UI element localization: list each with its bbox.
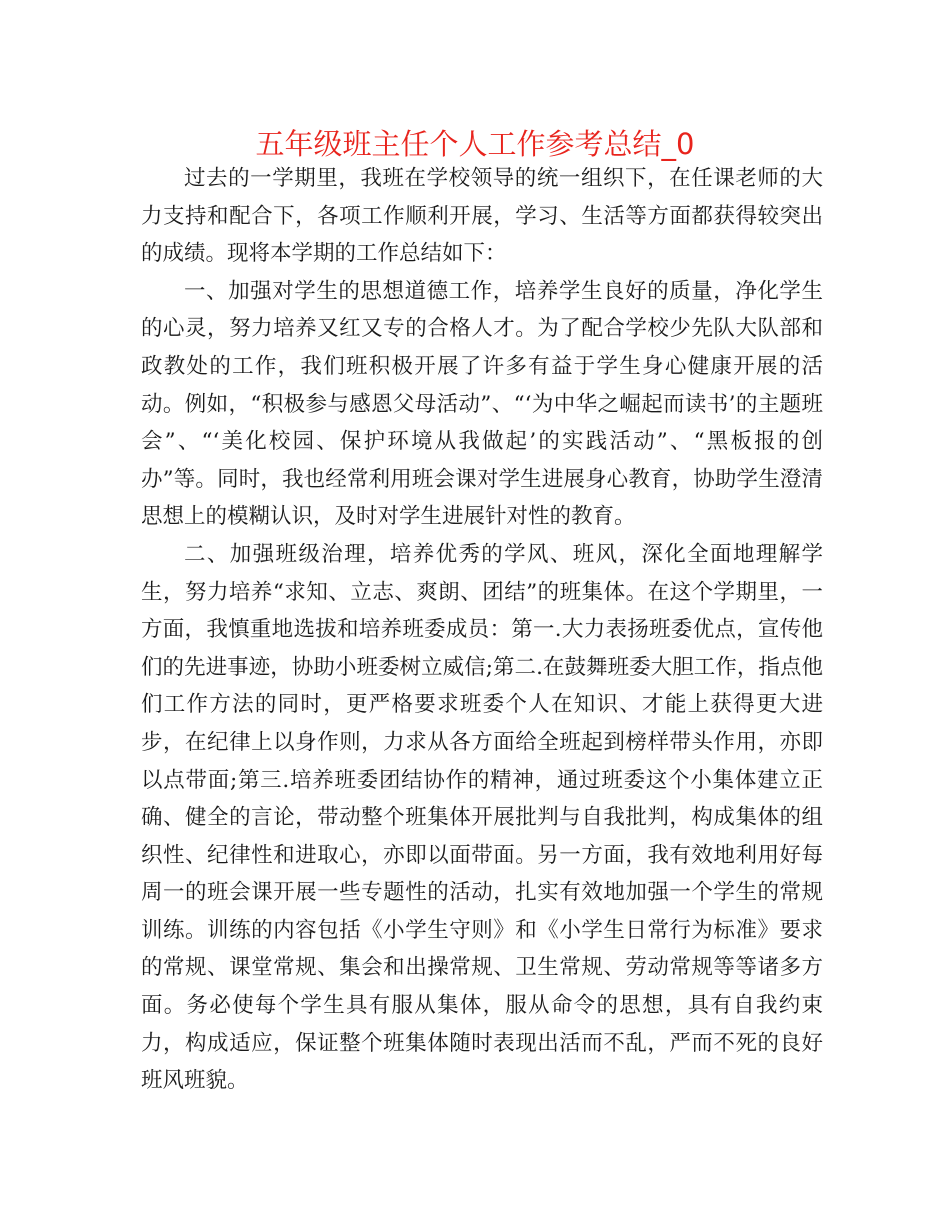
- document-body: [141, 160, 823, 1100]
- paragraph-intro: 过去的一学期里，我班在学校领导的统一组织下，在任课老师的大力支持和配合下，各项工作顺利开展，学习、生活等方面都获得较突出的成绩。现将本学期的工作总结如下：: [141, 166, 823, 267]
- paragraph-class-management: 二、加强班级治理，培养优秀的学风、班风，深化全面地理解学生，努力培养“求知、立志、爽朗、团结”的班集体。在这个学期里，一方面，我慎重地选拔和培养班委成员：第一.大力表扬班委优点，宣传他们的先进事迹，协助小班委树立威信;第二.在鼓舞班委大胆工作，指点他们工作方法的同时，更严格要求班委个人在知识、才能上获得更大进步，在纪律上以身作则，力求从各方面给全班起到榜样带头作用，亦即以点带面;第三.培养班委团结协作的精神，通过班委这个小集体建立正确、健全的言论，带动整个班集体开展批判与自我批判，构成集体的组织性、纪律性和进取心，亦即以面带面。另一方面，我有效地利用好每周一的班会课开展一些专题性的活动，扎实有效地加强一个学生的常规训练。训练的内容包括《小学生守则》和《小学生日常行为标准》要求的常规、课堂常规、集会和出操常规、卫生常规、劳动常规等等诸多方面。务必使每个学生具有服从集体，服从命令的思想，具有自我约束力，构成适应，保证整个班集体随时表现出活而不乱，严而不死的良好班风班貌。: [141, 541, 823, 1094]
- document-title: 五年级班主任个人工作参考总结_0: [255, 127, 695, 161]
- paragraph-moral-education: 一、加强对学生的思想道德工作，培养学生良好的质量，净化学生的心灵，努力培养又红又专的合格人才。为了配合学校少先队大队部和政教处的工作，我们班积极开展了许多有益于学生身心健康开展的活动。例如，“积极参与感恩父母活动”、“‘为中华之崛起而读书’的主题班会”、“‘美化校园、保护环境从我做起’的实践活动”、“黑板报的创办”等。同时，我也经常利用班会课对学生进展身心教育，协助学生澄清思想上的模糊认识，及时对学生进展针对性的教育。: [141, 278, 823, 530]
